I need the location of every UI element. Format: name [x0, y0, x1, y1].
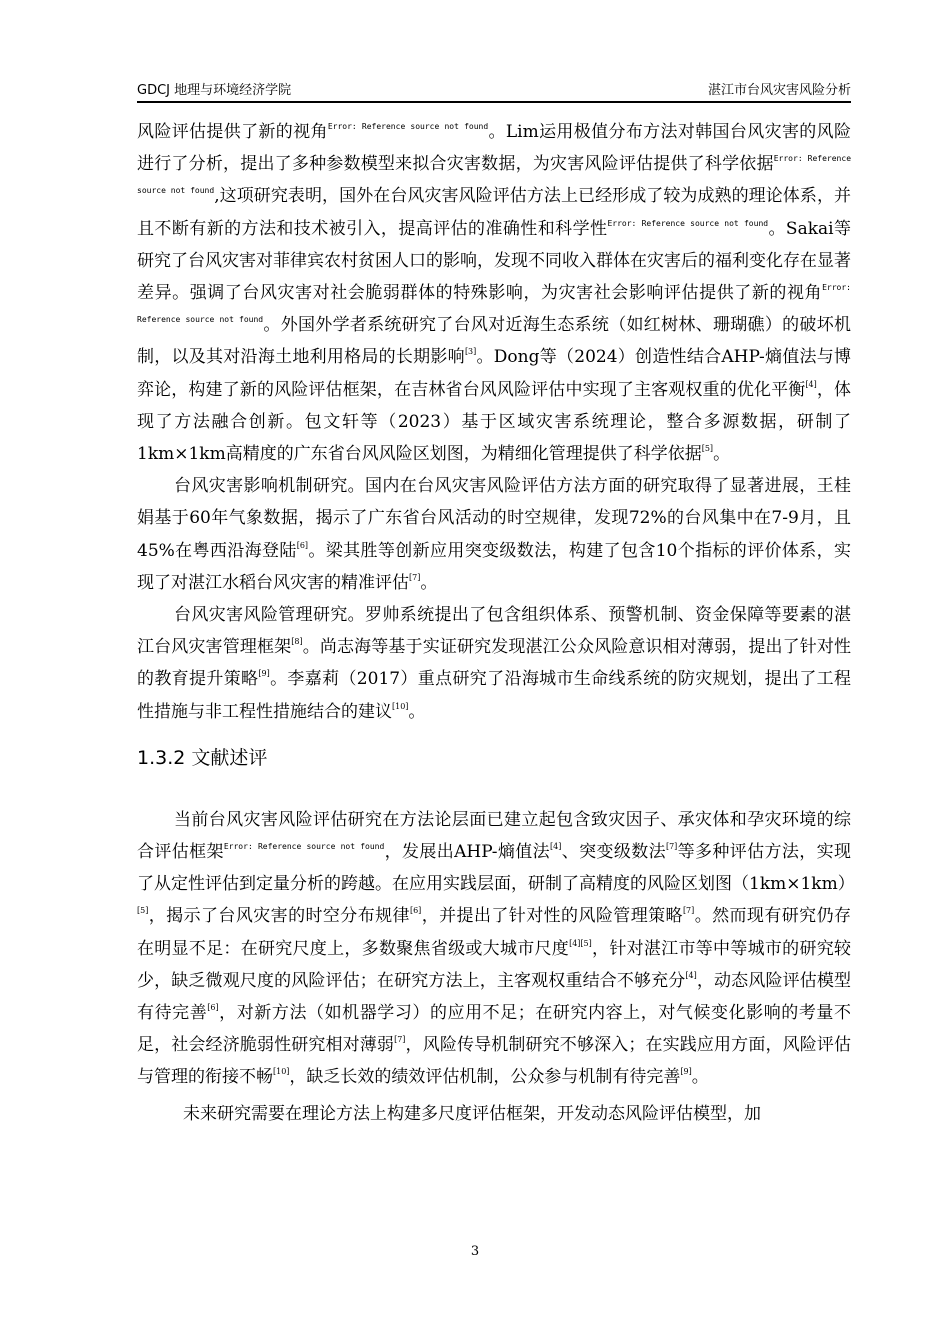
text-run: 台风灾害风险管理研究。罗帅系统提出了包含组织体系、预警机制、资金保障等要素的湛江台风灾害管理框架	[137, 605, 851, 658]
page-number: 3	[470, 1244, 480, 1259]
text-run: ,这项研究表明，国外在台风灾害风险评估方法上已经形成了较为成熟的理论体系，并且不断有新的方法和技术被引入，提高评估的准确性和科学性	[137, 186, 852, 239]
paragraph-1	[137, 116, 851, 470]
text-run: 。	[713, 444, 731, 465]
header-right-text: 湛江市台风灾害风险分析	[707, 83, 851, 98]
page-header	[137, 79, 851, 101]
error-reference: Error: Reference source not found	[137, 283, 851, 325]
text-run: ，体现了方法融合创新。包文轩等（2023）基于区域灾害系统理论，整合多源数据，研制了1km×1km高精度的广东省台风风险区划图，为精细化管理提供了科学依据	[137, 379, 852, 465]
citation: [6]	[409, 906, 422, 916]
text-run: ，发展出AHP-熵值法	[384, 842, 550, 863]
citation: [7]	[665, 842, 678, 852]
text-run: 未来研究需要在理论方法上构建多尺度评估框架，开发动态风险评估模型，加	[183, 1103, 761, 1124]
text-run: 当前台风灾害风险评估研究在方法论层面已建立起包含致灾因子、承灾体和孕灾环境的综合评估框架	[137, 809, 851, 863]
text-run: ，揭示了台风灾害的时空分布规律	[148, 906, 410, 927]
paragraph-3	[137, 599, 851, 728]
text-run: ，风险传导机制研究不够深入；在实践应用方面，风险评估与管理的衔接不畅	[137, 1035, 852, 1088]
citation: [6]	[296, 540, 309, 550]
text-run: 。然而现有研究仍存在明显不足：在研究尺度上，多数聚焦省级或大城市尺度	[137, 906, 852, 959]
text-run: 。	[691, 1067, 709, 1088]
text-run: 等多种评估方法，实现了从定性评估到定量分析的跨越。在应用实践层面，研制了高精度的风险区划图（1km×1km）	[137, 842, 855, 895]
text-run: ，缺乏长效的绩效评估机制，公众参与机制有待完善	[289, 1067, 681, 1088]
text-run: 。	[420, 572, 438, 593]
citation: [6]	[207, 1003, 219, 1013]
text-run: 。Dong等（2024）创造性结合AHP-熵值法与博弈论，构建了新的风险评估框架，在吉林省台风风险评估中实现了主客观权重的优化平衡	[137, 347, 852, 400]
citation: [4][5]	[569, 938, 592, 948]
text-run: 。Sakai等研究了台风灾害对菲律宾农村贫困人口的影响，发现不同收入群体在灾害后的福利变化存在显著差异。强调了台风灾害对社会脆弱群体的特殊影响，为灾害社会影响评估提供了新的视角	[137, 218, 852, 304]
text-run: 。梁其胜等创新应用突变级数法，构建了包含10个指标的评价体系，实现了对湛江水稻台风灾害的精准评估	[137, 540, 851, 593]
citation: [4]	[550, 842, 562, 852]
text-run: 风险评估提供了新的视角	[137, 122, 328, 142]
citation: [10]	[392, 701, 409, 711]
citation: [7]	[394, 1035, 406, 1045]
text-run: 台风灾害影响机制研究。国内在台风灾害风险评估方法方面的研究取得了显著进展，王桂娟基于60年气象数据，揭示了广东省台风活动的时空规律，发现72%的台风集中在7-9月，且45%在粤西沿海登陆	[137, 476, 851, 561]
paragraph-2	[137, 470, 851, 599]
citation: [8]	[291, 637, 303, 647]
paragraph-4	[137, 804, 855, 1094]
citation: [5]	[701, 444, 714, 454]
citation: [7]	[682, 906, 695, 916]
error-reference: Error: Reference source not found	[327, 122, 489, 131]
text-run: 。尚志海等基于实证研究发现湛江公众风险意识相对薄弱，提出了针对性的教育提升策略	[137, 637, 852, 690]
text-run: 、突变级数法	[561, 842, 666, 863]
text-run: 。	[408, 701, 426, 722]
citation: [4]	[805, 379, 817, 389]
error-reference: Error: Reference source not found	[223, 842, 385, 852]
citation: [10]	[273, 1067, 290, 1077]
citation: [9]	[680, 1067, 692, 1077]
text-run: ，动态风险评估模型有待完善	[137, 970, 852, 1024]
citation: [7]	[409, 572, 421, 582]
citation: [5]	[137, 906, 149, 916]
section-heading: 1.3.2 文献述评	[137, 746, 268, 769]
text-run: 。李嘉莉（2017）重点研究了沿海城市生命线系统的防灾规划，提出了工程性措施与非工程性措施结合的建议	[137, 669, 851, 722]
error-reference: Error: Reference source not found	[137, 154, 852, 196]
header-rule	[137, 101, 851, 103]
header-left-text: GDCJ 地理与环境经济学院	[137, 83, 292, 98]
body-text	[137, 116, 855, 1130]
error-reference: Error: Reference source not found	[607, 218, 769, 228]
paragraph-5	[137, 1098, 851, 1130]
text-run: ，对新方法（如机器学习）的应用不足；在研究内容上，对气候变化影响的考量不足，社会经济脆弱性研究相对薄弱	[137, 1003, 851, 1056]
text-run: 。Lim运用极值分布方法对韩国台风灾害的风险进行了分析，提出了多种参数模型来拟合灾害数据，为灾害风险评估提供了科学依据	[137, 122, 851, 175]
text-run: 。外国外学者系统研究了台风对近海生态系统（如红树林、珊瑚礁）的破坏机制，以及其对沿海土地利用格局的长期影响	[137, 315, 852, 368]
text-run: ，并提出了针对性的风险管理策略	[421, 906, 683, 927]
citation: [4]	[685, 970, 697, 980]
citation: [9]	[258, 669, 270, 679]
citation: [3]	[464, 347, 477, 357]
text-run: ，针对湛江市等中等城市的研究较少，缺乏微观尺度的风险评估；在研究方法上，主客观权重结合不够充分	[137, 938, 852, 991]
